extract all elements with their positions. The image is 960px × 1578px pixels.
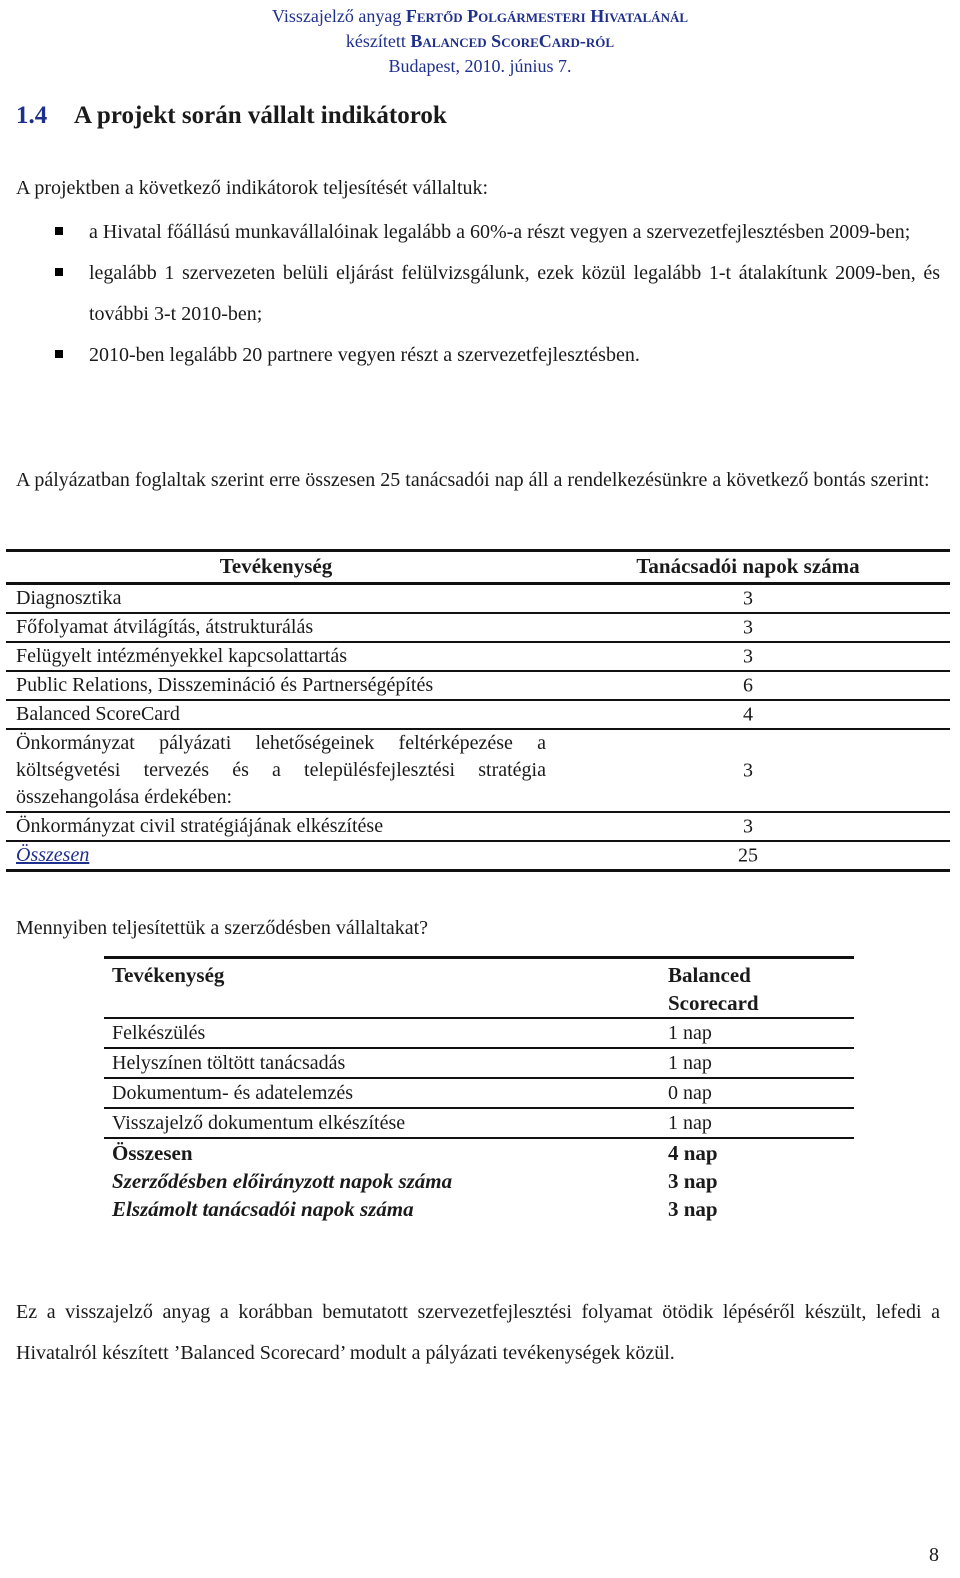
header-activity: Tevékenység	[219, 554, 333, 578]
summary-row: Elszámolt tanácsadói napok száma 3 nap	[112, 1197, 718, 1221]
summary-row: Szerződésben előirányzott napok száma 3 nap	[112, 1169, 718, 1193]
closing-paragraph: Ez a visszajelző anyag a korábban bemutatott szervezetfejlesztési folyamat ötödik lépéséről készült, lefedi a Hivatalról készített ’Balanced Scorecard’ modult a pályázati tevékenységek közül.	[16, 1301, 940, 1364]
header-module: Balanced Scorecard	[668, 963, 759, 1015]
header-line-2: készített Balanced ScoreCard-ról	[345, 31, 615, 51]
header-line-1: Visszajelző anyag Fertőd Polgármesteri Hivatalánál	[271, 6, 689, 26]
header-date: Budapest, 2010. június 7.	[388, 56, 572, 76]
table-row: Balanced ScoreCard 4	[6, 701, 950, 730]
table-row: Főfolyamat átvilágítás, átstrukturálás 3	[6, 614, 950, 643]
table-row: Helyszínen töltött tanácsadás 1 nap	[104, 1049, 854, 1079]
summary-row: Összesen 4 nap	[112, 1141, 718, 1165]
table-row: Önkormányzat civil stratégiájának elkészítése 3	[6, 813, 950, 842]
table-header	[104, 956, 854, 1019]
section-number: 1.4	[16, 102, 48, 129]
fulfillment-table	[104, 956, 854, 1223]
indicator-list	[16, 212, 940, 376]
table-row: Public Relations, Disszemináció és Partnerségépítés 6	[6, 672, 950, 701]
table-row: Dokumentum- és adatelemzés 0 nap	[104, 1079, 854, 1109]
list-item: a Hivatal főállású munkavállalóinak legalább a 60%-a részt vegyen a szervezetfejlesztésben 2009-ben;	[16, 212, 940, 253]
list-item: 2010-ben legalább 20 partnere vegyen részt a szervezetfejlesztésben.	[16, 335, 940, 376]
section-title	[16, 102, 447, 130]
consulting-days-table	[6, 549, 950, 872]
table-row: Visszajelző dokumentum elkészítése 1 nap	[104, 1109, 854, 1139]
table-header	[6, 549, 950, 585]
table-row: Felügyelt intézményekkel kapcsolattartás 3	[6, 643, 950, 672]
header-days: Tanácsadói napok száma	[636, 554, 860, 578]
header-activity: Tevékenység	[112, 963, 225, 987]
table-row: Felkészülés 1 nap	[104, 1019, 854, 1049]
question-text: Mennyiben teljesítettük a szerződésben vállaltakat?	[16, 917, 429, 939]
table-row: Önkormányzat pályázati lehetőségeinek feltérképezése a költségvetési tervezés és a településfejlesztési stratégia összehangolása érdekében: 3	[6, 730, 950, 813]
intro-paragraph: A projektben a következő indikátorok teljesítését vállaltuk:	[16, 177, 489, 199]
page-number: 8	[929, 1544, 939, 1566]
table-row: Diagnosztika 3	[6, 585, 950, 614]
table-total-row: Összesen 25	[6, 842, 950, 872]
section-title-text: A projekt során vállalt indikátorok	[74, 102, 447, 129]
page-header	[200, 4, 760, 79]
budget-paragraph: A pályázatban foglaltak szerint erre összesen 25 tanácsadói nap áll a rendelkezésünkre a következő bontás szerint:	[16, 469, 930, 491]
list-item: legalább 1 szervezeten belüli eljárást felülvizsgálunk, ezek közül legalább 1-t átalakítunk 2009-ben, és további 3-t 2010-ben;	[16, 253, 940, 335]
